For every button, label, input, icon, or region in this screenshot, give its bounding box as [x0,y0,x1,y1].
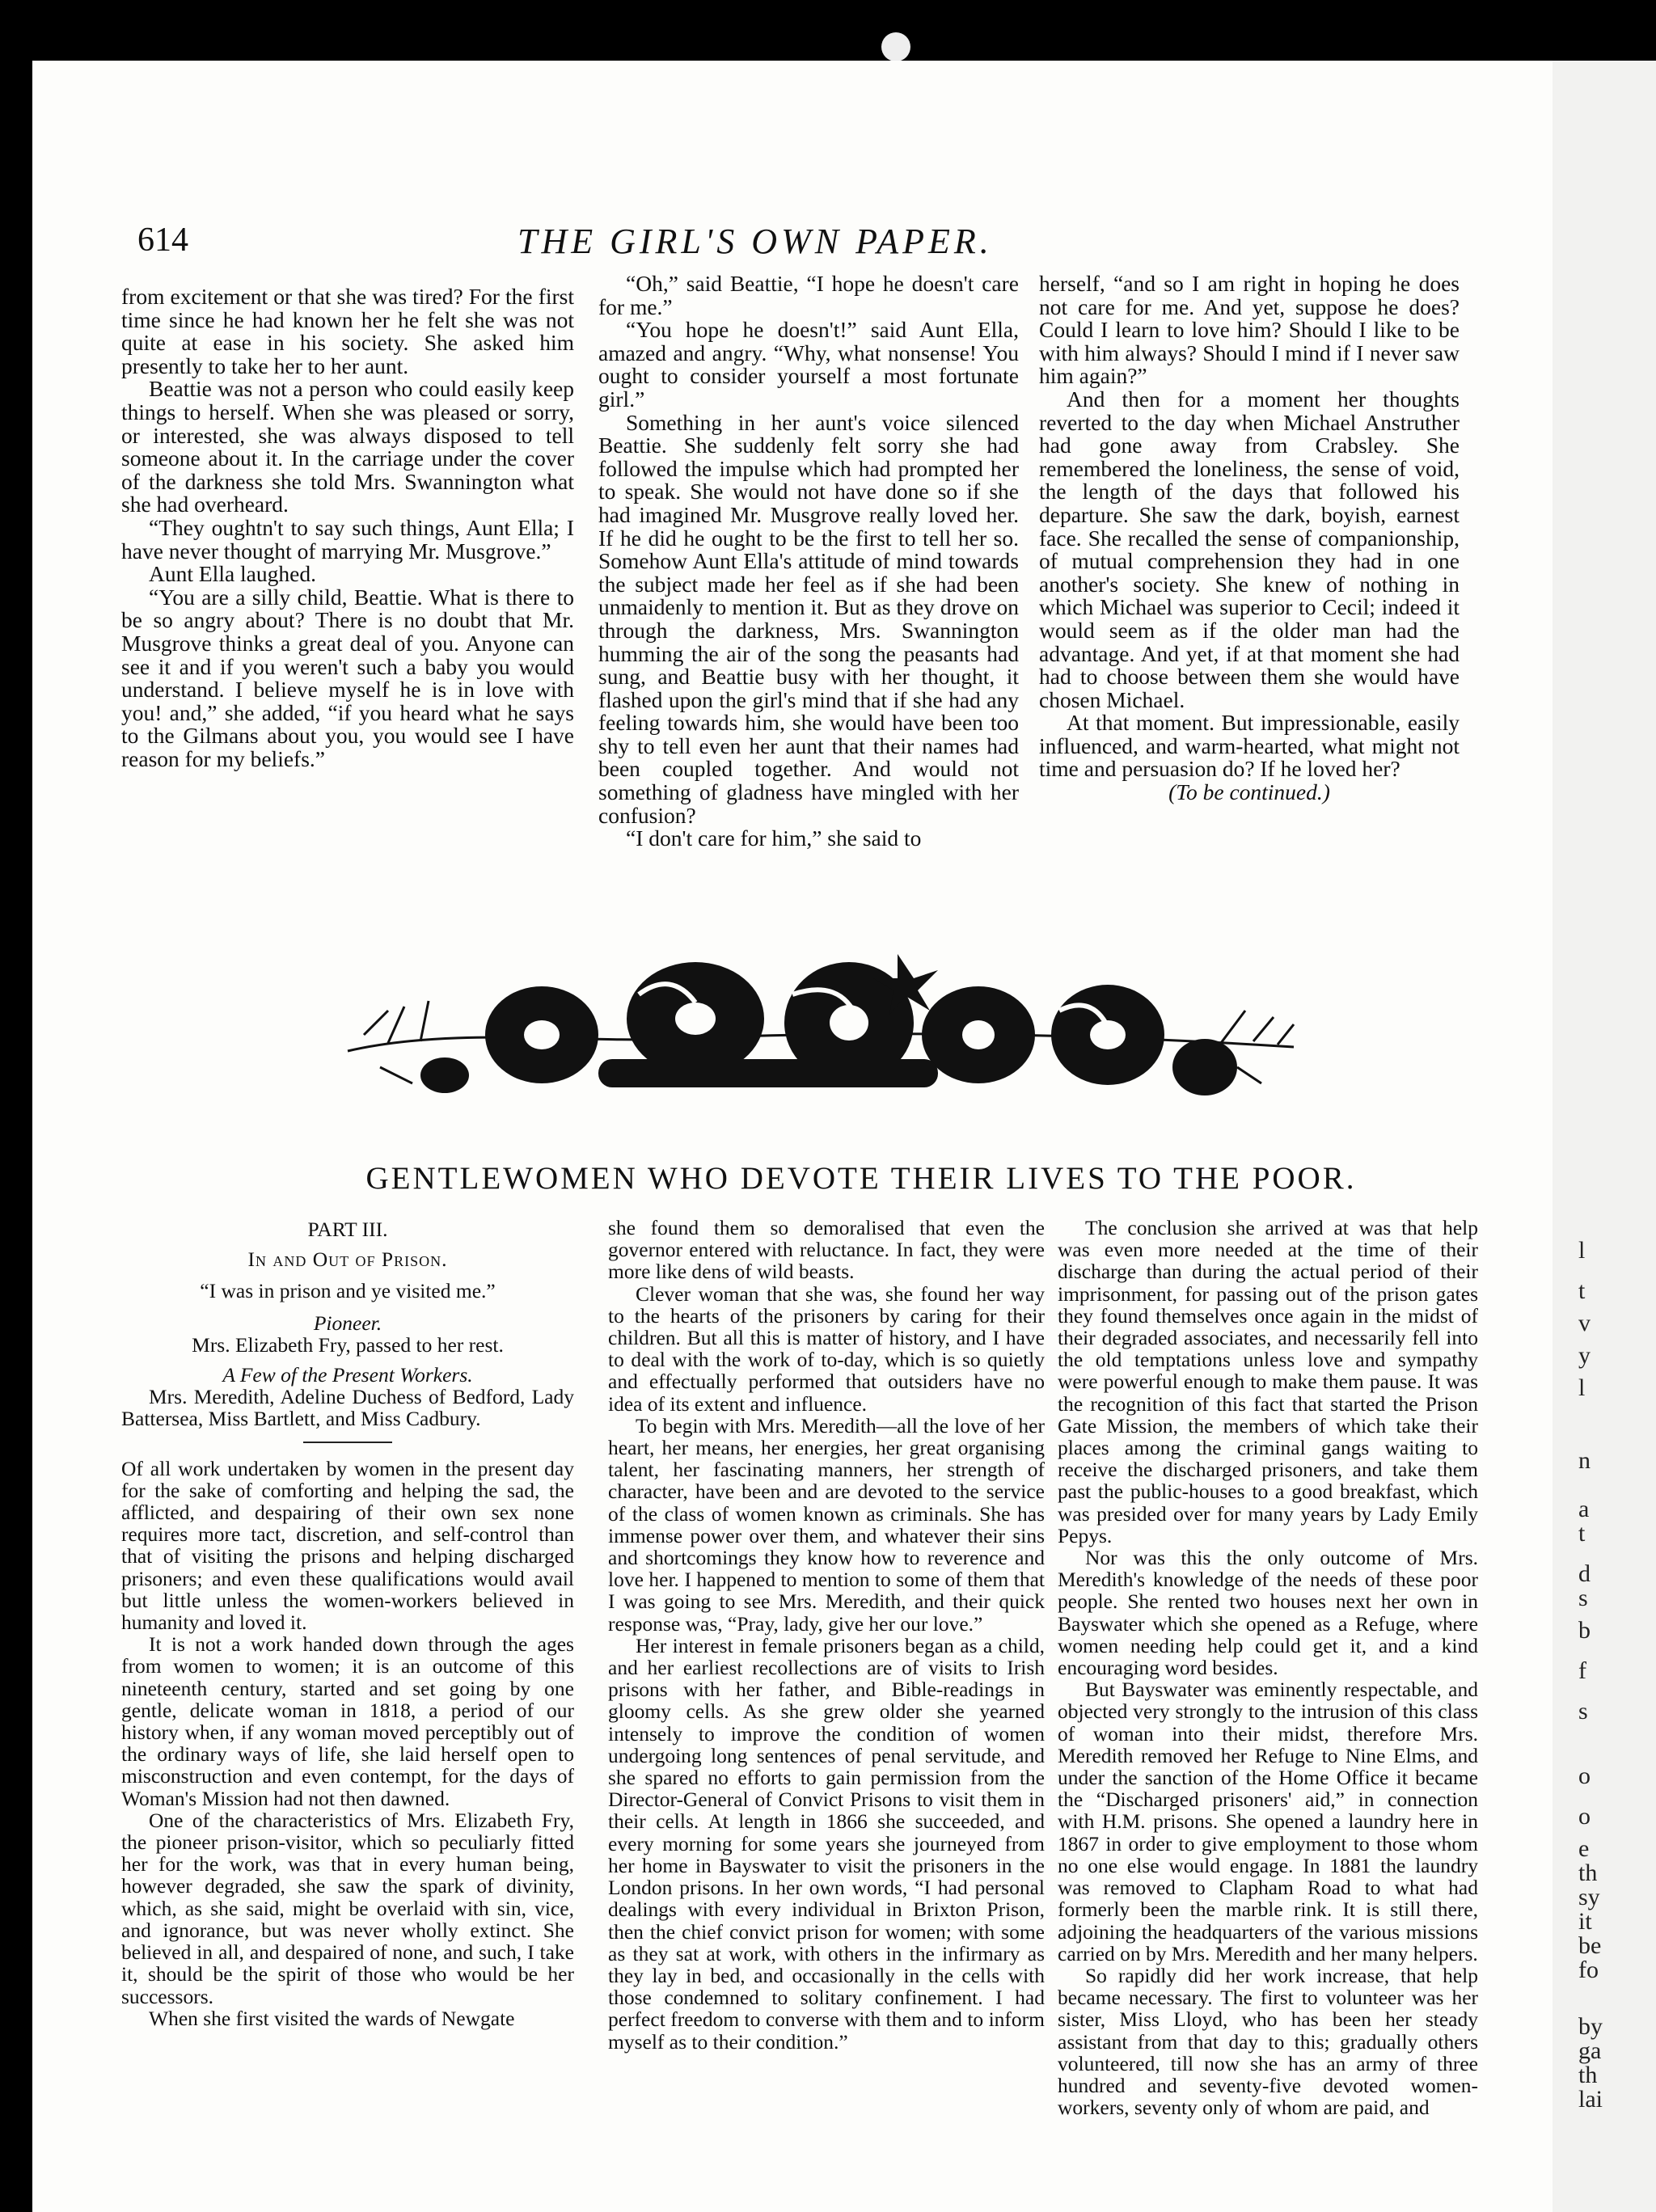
edge-fragment: sy [1578,1884,1600,1910]
edge-fragment: th [1578,2062,1598,2088]
to-be-continued: (To be continued.) [1168,779,1330,805]
floral-ornament-icon [332,946,1310,1124]
edge-fragment: f [1578,1657,1586,1684]
paragraph: Beattie was not a person who could easily keep things to herself. When she was pleased or sorry, or interested, she was always disposed to tell someone about it. In the carriage under the cover of the darkness she told Mrs. Swannington what she had overheard. [121,376,574,517]
paragraph: “Oh,” said Beattie, “I hope he doesn't care for me.” [598,271,1019,319]
edge-fragment: o [1578,1803,1591,1830]
page [32,61,1552,2212]
workers-label: A Few of the Present Workers. [222,1363,473,1387]
paragraph: Something in her aunt's voice silenced Beattie. She suddenly felt sorry she had followed the impulse which had prompted her to speak. She would not have done so if she had imagined Mr. Musgrove really loved her. If he did he ought to be the first to tell her so. Somehow Aunt Ella's attitude of mind towards the subject made her feel as if she had been unmaidenly to mention it. But as they drove on through the darkness, Mrs. Swannington humming the air of the song the peasants had sung, and Beattie busy with her thought, it flashed upon the girl's mind that if she had any feeling towards him, she would have been too shy to tell even her aunt that their names had been coupled together. And would not something of gladness have mingled with her confusion? [598,409,1019,828]
edge-fragment: y [1578,1342,1591,1369]
edge-fragment: s [1578,1698,1588,1724]
pioneer-name: Mrs. Elizabeth Fry, passed to her rest. [192,1332,504,1357]
paragraph: One of the characteristics of Mrs. Elizabeth Fry, the pioneer prison-visitor, which so peculiarly fitted her for the work, was that in every human being, however degraded, she saw the spark of divinity, which, as she said, might be overlaid with sin, vice, and ignorance, but was never wholly extinct. She believed in all, and despaired of none, and such, I take it, should be the spirit of those who would be her successors. [121,1808,574,2008]
edge-fragment: t [1578,1520,1586,1547]
edge-fragment: th [1578,1860,1598,1886]
paragraph: When she first visited the wards of Newgate [149,2006,515,2030]
paragraph: Clever woman that she was, she found her way to the hearts of the prisoners by caring for their children. But all this is matter of history, and I have to deal with the work of to-day, which is so quietly and effectually performed that outsiders have no idea of its extent and influence. [608,1281,1045,1416]
article-subtitle: In and Out of Prison. [247,1247,448,1272]
paragraph: Nor was this the only outcome of Mrs. Meredith's knowledge of the needs of these poor people. She rented two houses next her own in Bayswater which she opened as a Refuge, where women needing help could get it, and a kind encouraging word besides. [1058,1546,1478,1680]
paragraph: herself, “and so I am right in hoping he does not care for me. And yet, suppose he does? Could I learn to love him? Should I like to be with him always? Should I mind if I never saw him again?” [1039,271,1460,389]
paragraph: “You are a silly child, Beattie. What is there to be so angry about? There is no doubt that Mr. Musgrove thinks a great deal of you. Anyone can see it and if you weren't such a baby you would understand. I believe myself he is in love with you! and,” she added, “if you heard what he says to the Gilmans about you, you would see I have reason for my beliefs.” [121,584,574,771]
edge-fragment: fo [1578,1957,1599,1983]
running-title: THE GIRL'S OWN PAPER. [518,222,993,261]
paragraph: It is not a work handed down through the ages from women to women; it is an outcome of this nineteenth century, started and set going by one gentle, delicate woman in 1818, a period of our history when, if any woman moved perceptibly out of the ordinary ways of life, she laid herself open to misconstruction and even contempt, for the days of Woman's Mission had not then dawned. [121,1632,574,1810]
next-page-edge [1552,61,1656,2212]
edge-fragment: a [1578,1496,1590,1522]
epigraph: “I was in prison and ye visited me.” [200,1279,496,1303]
page-number: 614 [137,222,188,259]
edge-fragment: by [1578,2013,1603,2040]
edge-fragment: lai [1578,2086,1603,2113]
edge-fragment: l [1578,1237,1586,1264]
paragraph: Her interest in female prisoners began as a child, and her earliest recollections are of visits to Irish prisons with her father, and Bible-readings in gloomy cells. As she grew older she yearned intensely to improve the condition of women undergoing long sentences of penal servitude, and she spared no efforts to gain permission from the Director-General of Convict Prisons to visit them in their cells. At length in 1866 she succeeded, and every morning for some years she journeyed from her home in Bayswater to visit the prisoners in the London prisons. In her own words, “I had personal dealings with every individual in Brixton Prison, then the chief convict prison for women; with some as they sat at work, with others in the infirmary as they lay in bed, and occasionally in the cells with those condemned to solitary confinement. I had perfect freedom to converse with them and to inform myself as to their condition.” [608,1633,1045,2054]
edge-fragment: v [1578,1310,1591,1336]
binding-clip [881,32,910,61]
edge-fragment: l [1578,1374,1586,1401]
workers-list: Mrs. Meredith, Adeline Duchess of Bedford, Lady Battersea, Miss Bartlett, and Miss Cadbury. [121,1385,574,1431]
edge-fragment: d [1578,1560,1591,1587]
edge-fragment: it [1578,1908,1592,1935]
story-column-2 [598,272,1019,851]
story-column-1 [121,285,574,770]
paragraph: she found them so demoralised that even the governor entered with reluctance. In fact, they were more like dens of wild beasts. [608,1216,1045,1284]
edge-fragment: s [1578,1585,1588,1611]
paragraph: To begin with Mrs. Meredith—all the love of her heart, her means, her energies, her great organising talent, her fascinating manners, her strength of character, have been and are devoted to the service of the class of women known as criminals. She has immense power over them, and whatever their sins and shortcomings they know how to reverence and love her. I happened to mention to some of them that I was going to see Mrs. Meredith, and their quick response was, “Pray, lady, give her our love.” [608,1413,1045,1636]
article-column-1 [121,1218,574,2029]
paragraph: The conclusion she arrived at was that help was even more needed at the time of their discharge than during the actual period of their imprisonment, for passing out of the prison gates they found themselves once again in the midst of their degraded associates, and necessarily fell into the old temptations unless love and sympathy were powerful enough to make them pause. It was the recognition of this fact that started the Prison Gate Mission, the members of which take their places among the criminal gangs waiting to receive the discharged prisoners, and take them past the public-houses to a good breakfast, which was presided over for many years by Lady Emily Pepys. [1058,1216,1478,1547]
paragraph: Of all work undertaken by women in the present day for the sake of comforting and helping the sad, the afflicted, and despairing of their own sex none requires more tact, discretion, and self-control than that of visiting the prisons and helping discharged prisoners; and even these qualifications would avail but little unless the women-workers believed in humanity and loved it. [121,1456,574,1635]
paragraph: from excitement or that she was tired? For the first time since he had known her he felt she was not quite at ease in his society. She asked him presently to take her to her aunt. [121,284,574,378]
edge-fragment: t [1578,1277,1586,1304]
paragraph: And then for a moment her thoughts reverted to the day when Michael Anstruther had gone away from Crabsley. She remembered the loneliness, the sense of void, the length of the days that followed his departure. She saw the dark, boyish, earnest face. She recalled the sense of companionship, of mutual comprehension they had in one another's society. She knew of nothing in which Michael was superior to Cecil; indeed it would seem as if the older man had the advantage. And yet, if at that moment she had had to choose between them she would have chosen Michael. [1039,386,1460,712]
pioneer-label: Pioneer. [313,1311,382,1335]
paragraph: At that moment. But impressionable, easily influenced, and warm-hearted, what might not time and persuasion do? If he loved her? [1039,710,1460,782]
paragraph: “You hope he doesn't!” said Aunt Ella, amazed and angry. “Why, what nonsense! You ought to consider yourself a most fortunate girl.” [598,317,1019,412]
edge-fragment: ga [1578,2037,1602,2064]
paragraph: “They oughtn't to say such things, Aunt Ella; I have never thought of marrying Mr. Musgrove.” [121,514,574,564]
edge-fragment: o [1578,1762,1591,1789]
paragraph: Aunt Ella laughed. [149,561,316,587]
paragraph: So rapidly did her work increase, that help became necessary. The first to volunteer was her sister, Miss Lloyd, who has been her steady assistant from that day to this; gradually others volunteered, till now she has an army of three hundred and seventy-five devoted women-workers, seventy only of whom are paid, and [1058,1963,1478,2120]
paragraph: “I don't care for him,” she said to [626,825,922,851]
divider-rule [303,1442,392,1443]
article-column-2 [608,1217,1045,2053]
part-heading: PART III. [307,1218,388,1241]
article-column-3 [1058,1217,1478,2118]
story-column-3 [1039,272,1460,804]
article-title: GENTLEWOMEN WHO DEVOTE THEIR LIVES TO THE POOR. [365,1161,1357,1196]
edge-fragment: n [1578,1447,1591,1474]
edge-fragment: e [1578,1835,1590,1862]
paragraph: But Bayswater was eminently respectable, and objected very strongly to the intrusion of this class of woman into their midst, therefore Mrs. Meredith removed her Refuge to Nine Elms, and under the sanction of the Home Office it became the “Discharged prisoners' aid,” in connection with H.M. prisons. She opened a laundry here in 1867 in order to give employment to those whom no one else would engage. In 1881 the laundry was removed to Clapham Road to what had formerly been the marble rink. It is still there, adjoining the headquarters of the various missions carried on by Mrs. Meredith and her many helpers. [1058,1678,1478,1965]
edge-fragment: b [1578,1617,1591,1644]
edge-fragment: be [1578,1932,1602,1959]
